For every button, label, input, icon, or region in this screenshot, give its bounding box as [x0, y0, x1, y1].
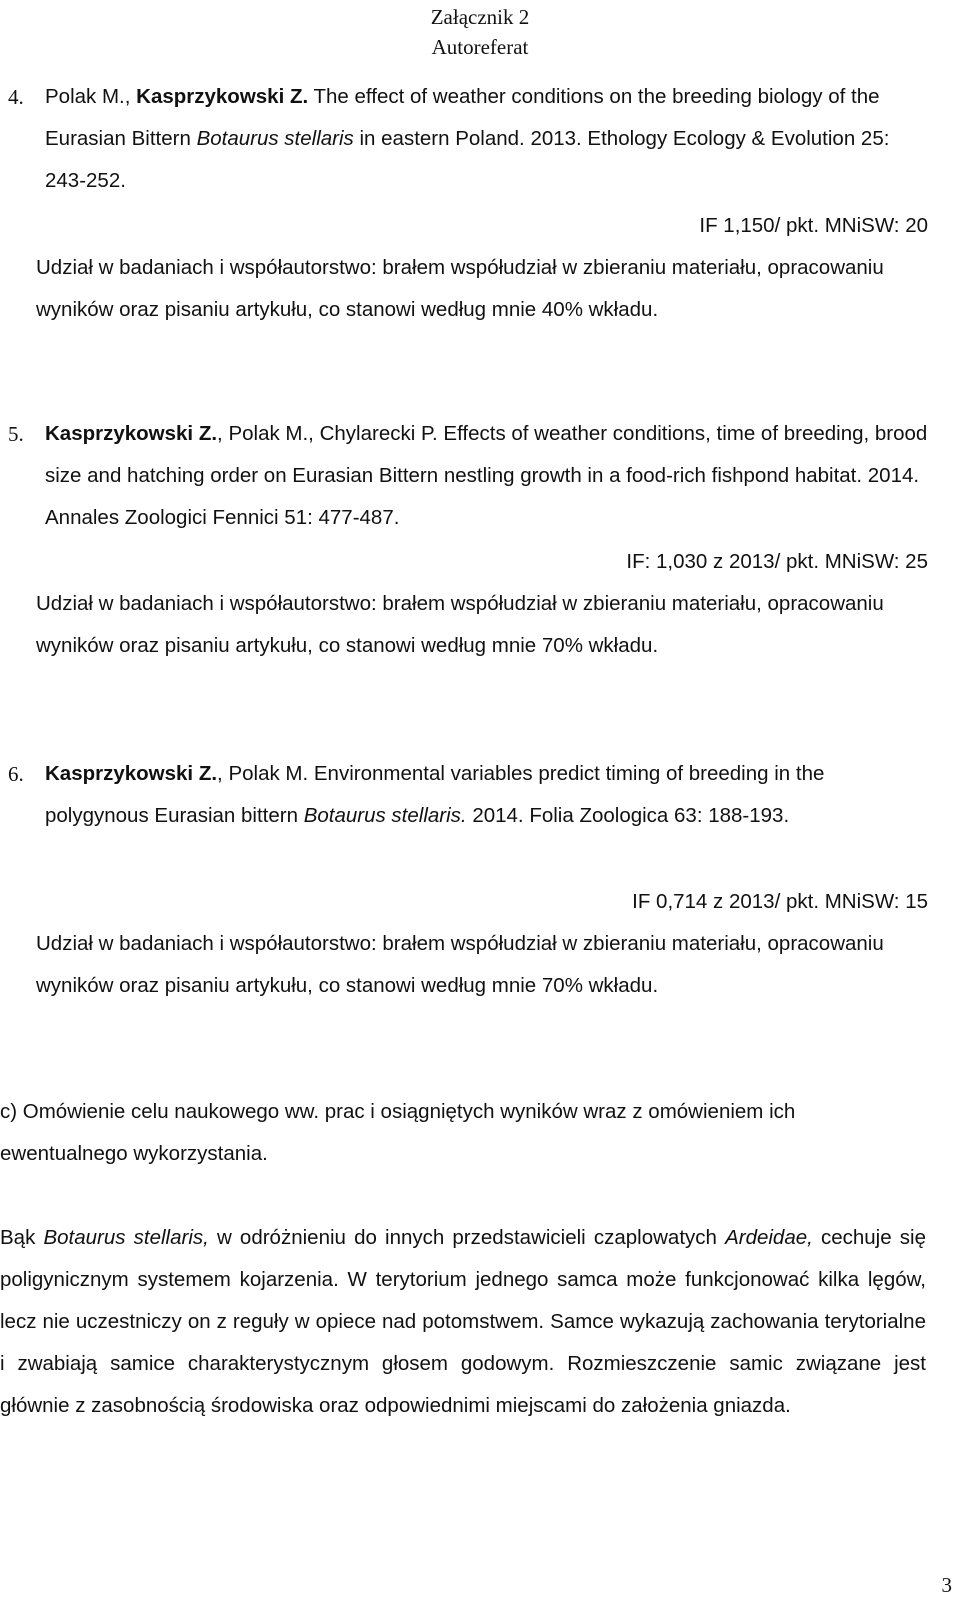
paragraph-text: Bąk [0, 1226, 44, 1249]
author-plain: , Polak M. [217, 762, 309, 785]
attachment-label: Załącznik 2 [430, 5, 530, 29]
author-bold: Kasprzykowski Z. [45, 422, 218, 445]
citation-text [45, 76, 929, 202]
page-number: 3 [941, 1573, 952, 1597]
contribution-statement: Udział w badaniach i współautorstwo: brałem współudział w zbieraniu materiału, opracowaniu wyników oraz pisaniu artykułu, co stanowi według mnie 70% wkładu. [36, 932, 884, 997]
citation-source: in eastern Poland. 2013. Ethology Ecology & Evolution 25: 243-252. [45, 127, 890, 192]
entry-number: 4. [8, 85, 24, 109]
species-name: Botaurus stellaris, [43, 1226, 209, 1249]
author-plain: , Polak M., Chylarecki P. [217, 422, 438, 445]
citation-text [45, 413, 929, 539]
citation-title: The effect of weather conditions on the breeding biology of the Eurasian Bittern [45, 85, 880, 150]
author-plain: Polak M., [45, 85, 137, 108]
citation-text [45, 753, 929, 837]
body-paragraph [0, 1217, 926, 1427]
citation-title: Environmental variables predict timing of breeding in the polygynous Eurasian bittern [45, 762, 825, 827]
section-c-heading: c) Omówienie celu naukowego ww. prac i osiągniętych wyników wraz z omówieniem ich ewentualnego wykorzystania. [0, 1100, 796, 1165]
author-bold: Kasprzykowski Z. [136, 85, 309, 108]
contribution-statement: Udział w badaniach i współautorstwo: brałem współudział w zbieraniu materiału, opracowaniu wyników oraz pisaniu artykułu, co stanowi według mnie 40% wkładu. [36, 256, 884, 321]
entry-number: 6. [8, 762, 24, 786]
document-title: Autoreferat [431, 35, 529, 59]
impact-factor: IF: 1,030 z 2013/ pkt. MNiSW: 25 [626, 550, 928, 573]
impact-factor: IF 0,714 z 2013/ pkt. MNiSW: 15 [632, 890, 928, 913]
contribution-statement: Udział w badaniach i współautorstwo: brałem współudział w zbieraniu materiału, opracowaniu wyników oraz pisaniu artykułu, co stanowi według mnie 70% wkładu. [36, 592, 884, 657]
citation-source: 2014. Folia Zoologica 63: 188-193. [466, 804, 790, 827]
species-name: Botaurus stellaris [196, 127, 354, 150]
citation-title: Effects of weather conditions, time of breeding, brood size and hatching order on Eurasian Bittern nestling growth in a food-rich fishpond habitat. 2014. Annales Zoologici Fennici 51: 477-487. [45, 422, 928, 529]
paragraph-text: w odróżnieniu do innych przedstawicieli czaplowatych [208, 1226, 726, 1249]
author-bold: Kasprzykowski Z. [45, 762, 218, 785]
family-name: Ardeidae, [725, 1226, 813, 1249]
page-header [0, 2, 960, 62]
species-name: Botaurus stellaris. [303, 804, 467, 827]
paragraph-text: cechuje się poligynicznym systemem kojarzenia. W terytorium jednego samca może funkcjonować kilka lęgów, lecz nie uczestniczy on z reguły w opiece nad potomstwem. Samce wykazują zachowania terytorialne i zwabiają samice charakterystycznym głosem godowym. Rozmieszczenie samic związane jest głównie z zasobnością środowiska oraz odpowiednimi miejscami do założenia gniazda. [0, 1226, 926, 1417]
impact-factor: IF 1,150/ pkt. MNiSW: 20 [699, 214, 928, 237]
entry-number: 5. [8, 422, 24, 446]
